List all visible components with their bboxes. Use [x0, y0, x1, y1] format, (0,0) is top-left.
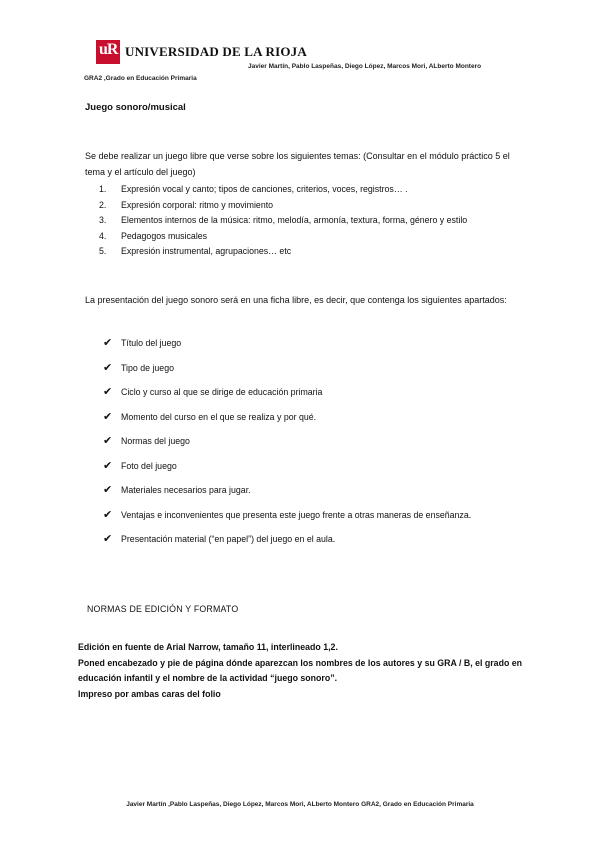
list-item: ✔ Normas del juego	[103, 435, 190, 447]
normas-block	[78, 640, 528, 702]
intro-paragraph: Se debe realizar un juego libre que verse sobre los siguientes temas: (Consultar en el módulo práctico 5 el tema y el artículo del juego)	[85, 151, 510, 177]
list-item: ✔ Tipo de juego	[103, 361, 174, 374]
document-title: Juego sonoro/musical	[85, 102, 186, 113]
apartados-list	[103, 335, 503, 556]
list-item: ✔ Título del juego	[103, 337, 182, 349]
check-mark-icon: ✔	[103, 386, 113, 398]
normas-line-3: Impreso por ambas caras del folio	[78, 688, 221, 699]
list-item: 1. Expresión vocal y canto; tipos de canciones, criterios, voces, registros… .	[99, 184, 408, 194]
list-item: ✔ Foto del juego	[103, 459, 177, 472]
normas-heading: NORMAS DE EDICIÓN Y FORMATO	[87, 604, 239, 614]
list-item: ✔ Ventajas e inconvenientes que presenta este juego frente a otras maneras de enseñanza.	[103, 508, 472, 521]
normas-line-1: Edición en fuente de Arial Narrow, tamaño 11, interlineado 1,2.	[78, 642, 338, 652]
list-item: 5. Expresión instrumental, agrupaciones… etc	[99, 246, 292, 256]
header-grado: GRA2 ,Grado en Educación Primaria	[84, 75, 197, 82]
list-item: ✔ Momento del curso en el que se realiza y por qué.	[103, 410, 317, 423]
temas-list	[99, 182, 519, 260]
list-item: ✔ Ciclo y curso al que se dirige de educación primaria	[103, 386, 323, 398]
list-item: 4. Pedagogos musicales	[99, 230, 208, 241]
university-logo	[96, 40, 307, 64]
check-mark-icon: ✔	[103, 410, 113, 423]
logo-mark-icon: uR	[96, 40, 120, 64]
check-mark-icon: ✔	[103, 337, 113, 349]
list-item: 3. Elementos internos de la música: ritmo, melodía, armonía, textura, forma, género y estilo	[99, 215, 468, 225]
presentacion-paragraph: La presentación del juego sonoro será en una ficha libre, es decir, que contenga los siguientes apartados:	[85, 295, 507, 305]
check-mark-icon: ✔	[103, 459, 113, 472]
page-footer: Javier Martín ,Pablo Laspeñas, Diego López, Marcos Mori, ALberto Montero GRA2, Grado en Educación Primaria	[126, 801, 474, 808]
list-item: ✔ Presentación material (“en papel”) del juego en el aula.	[103, 533, 336, 545]
header-authors: Javier Martín, Pablo Laspeñas, Diego López, Marcos Mori, ALberto Montero	[248, 63, 482, 70]
check-mark-icon: ✔	[103, 435, 113, 447]
list-item: ✔ Materiales necesarios para jugar.	[103, 484, 251, 496]
check-mark-icon: ✔	[103, 484, 113, 496]
check-mark-icon: ✔	[103, 533, 113, 545]
check-mark-icon: ✔	[103, 508, 113, 521]
check-mark-icon: ✔	[103, 361, 113, 374]
normas-line-2: Poned encabezado y pie de página dónde aparezcan los nombres de los autores y su GRA / B, el grado en educación infantil y el nombre de la actividad “juego sonoro”.	[78, 657, 523, 683]
logo-text: UNIVERSIDAD DE LA RIOJA	[125, 44, 307, 59]
list-item: 2. Expresión corporal: ritmo y movimiento	[99, 199, 274, 210]
